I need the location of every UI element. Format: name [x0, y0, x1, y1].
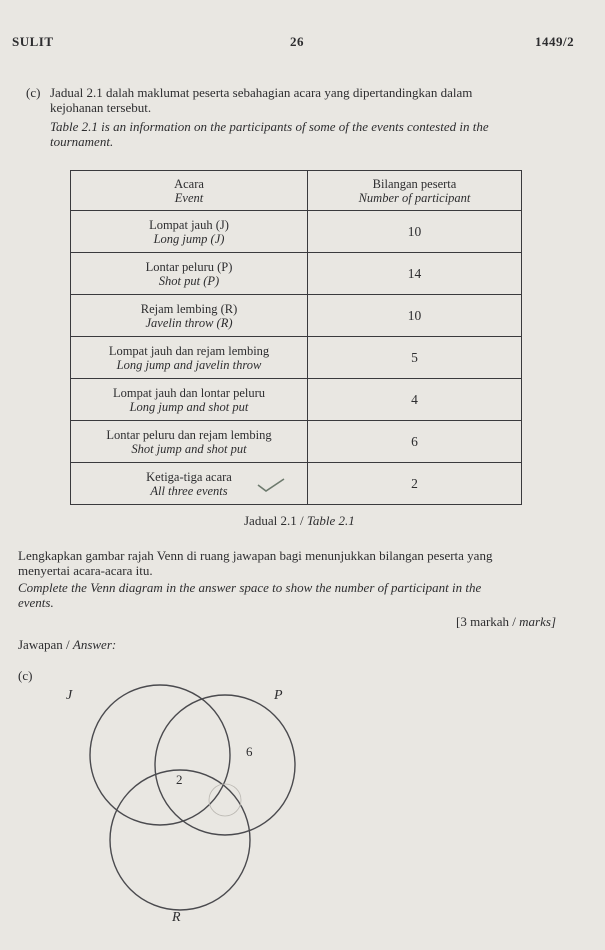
event-cell [71, 421, 308, 463]
question-label: (c) [26, 85, 41, 100]
event-en: Long jump (J) [153, 231, 225, 246]
event-ms: Ketiga-tiga acara [146, 469, 232, 484]
venn-label-r: R [172, 910, 181, 925]
marks-ms: [3 markah / [456, 614, 516, 629]
instruction-en [18, 580, 598, 610]
count-cell: 10 [308, 211, 522, 253]
event-cell [71, 463, 308, 505]
instruction-ms [18, 548, 598, 578]
marks-en: marks] [519, 614, 557, 629]
event-ms: Rejam lembing (R) [140, 301, 238, 316]
event-ms: Lompat jauh dan rejam lembing [108, 343, 270, 358]
question-intro-ms [50, 85, 600, 115]
event-en: Javelin throw (R) [145, 315, 233, 330]
venn-circle-j [90, 685, 230, 825]
table-row [71, 295, 522, 337]
event-cell [71, 253, 308, 295]
event-en: Long jump and shot put [129, 399, 249, 414]
table-row [71, 211, 522, 253]
question-intro-en [50, 119, 600, 149]
table-header-row [71, 171, 522, 211]
table-row [71, 379, 522, 421]
count-header-ms: Bilangan peserta [372, 176, 457, 191]
table-row [71, 253, 522, 295]
count-cell: 14 [308, 253, 522, 295]
count-cell: 2 [308, 463, 522, 505]
table-caption [244, 513, 355, 528]
table-row [71, 463, 522, 505]
venn-region-p-and-r: 6 [246, 744, 253, 759]
answer-label-ms: Jawapan / [18, 637, 70, 652]
header-code-right: 1449/2 [535, 34, 575, 49]
count-cell: 10 [308, 295, 522, 337]
venn-region-all-three: 2 [176, 772, 183, 787]
count-column-header [308, 171, 522, 211]
event-cell [71, 211, 308, 253]
event-column-header [71, 171, 308, 211]
table-caption-en: Table 2.1 [306, 513, 355, 528]
venn-label-j: J [66, 688, 73, 703]
event-en: Shot jump and shot put [131, 441, 247, 456]
event-ms: Lontar peluru dan rejam lembing [106, 427, 272, 442]
instruction-en-line-1: Complete the Venn diagram in the answer space to show the number of participant in the [18, 580, 482, 595]
instruction-ms-line-2: menyertai acara-acara itu. [18, 563, 153, 578]
event-ms: Lontar peluru (P) [145, 259, 233, 274]
intro-ms-line-1: Jadual 2.1 dalah maklumat peserta sebahagian acara yang dipertandingkan dalam [50, 85, 473, 100]
instruction-ms-line-1: Lengkapkan gambar rajah Venn di ruang jawapan bagi menunjukkan bilangan peserta yang [18, 548, 493, 563]
intro-en-line-2: tournament. [50, 134, 114, 149]
table-row [71, 337, 522, 379]
participants-table [70, 170, 522, 505]
event-ms: Lompat jauh (J) [149, 217, 229, 232]
venn-circle-r [110, 770, 250, 910]
event-cell [71, 337, 308, 379]
event-cell [71, 295, 308, 337]
venn-label-p: P [274, 688, 283, 703]
event-en: Shot put (P) [158, 273, 220, 288]
answer-part-label: (c) [18, 668, 33, 683]
count-cell: 5 [308, 337, 522, 379]
event-header-en: Event [174, 190, 204, 205]
count-header-en: Number of participant [358, 190, 471, 205]
instruction-en-line-2: events. [18, 595, 54, 610]
faint-pencil-mark [209, 784, 241, 816]
answer-label [18, 637, 116, 652]
event-ms: Lompat jauh dan lontar peluru [112, 385, 266, 400]
venn-circle-p [155, 695, 295, 835]
answer-label-en: Answer: [72, 637, 117, 652]
intro-en-line-1: Table 2.1 is an information on the participants of some of the events contested in the [50, 119, 489, 134]
tick-mark-icon [256, 477, 286, 493]
marks-allocation [456, 614, 556, 629]
intro-ms-line-2: kejohanan tersebut. [50, 100, 152, 115]
event-en: Long jump and javelin throw [116, 357, 262, 372]
table-caption-ms: Jadual 2.1 / [244, 513, 304, 528]
event-en: All three events [150, 483, 228, 498]
event-header-ms: Acara [174, 176, 204, 191]
event-cell [71, 379, 308, 421]
page-number: 26 [290, 34, 304, 49]
count-cell: 6 [308, 421, 522, 463]
count-cell: 4 [308, 379, 522, 421]
header-code-left: SULIT [12, 34, 54, 49]
table-row [71, 421, 522, 463]
